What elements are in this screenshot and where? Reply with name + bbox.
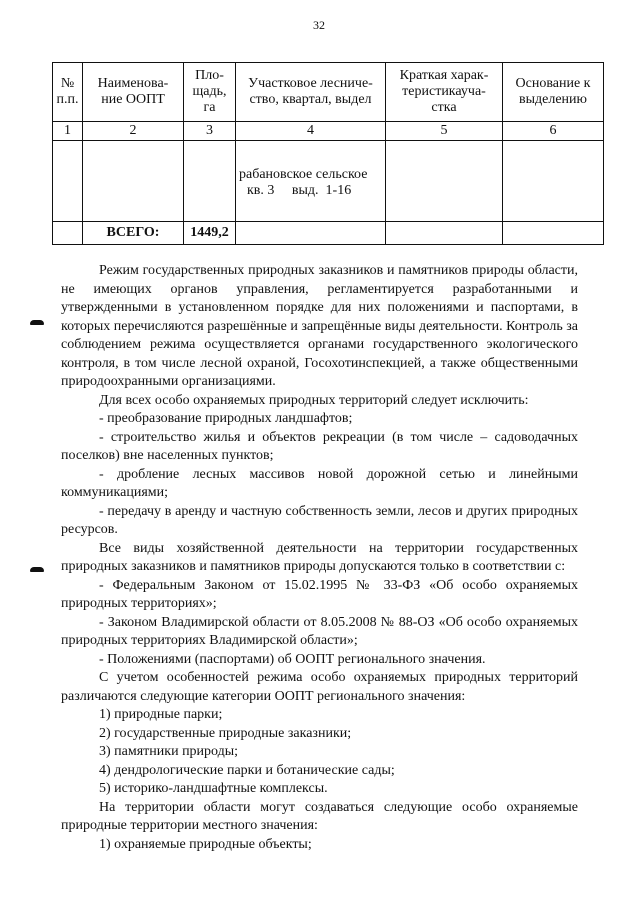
column-number: 4 bbox=[236, 122, 386, 141]
total-label: ВСЕГО: bbox=[83, 222, 184, 245]
page-number: 32 bbox=[313, 18, 325, 32]
list-item: 4) дендрологические парки и ботанические сады; bbox=[99, 762, 395, 778]
table-cell bbox=[53, 141, 83, 222]
table-cell bbox=[83, 141, 184, 222]
header-cell-area: Пло- щадь, га bbox=[184, 63, 236, 122]
header-cell-number: № п.п. bbox=[53, 63, 83, 122]
table-cell bbox=[503, 222, 604, 245]
table-header-row bbox=[53, 63, 604, 122]
paragraph: - Федеральным Законом от 15.02.1995 № 33-ФЗ «Об особо охраняемых природных территориях»; bbox=[61, 577, 578, 611]
paragraph: Режим государственных природных заказников и памятников природы области, не имеющих органов управления, регламентируется разработанными и утвержденными в установленном порядке для них положениями и паспортами, в которых перечисляются разрешённые и запрещённые виды деятельности. Контроль за соблюдением режима осуществляется органами государственного экологического контроля, в том числе лесной охраной, Госохотинспекцией, а также общественными природоохранными организациями. bbox=[61, 263, 578, 389]
paragraph: - передачу в аренду и частную собственность земли, лесов и других природных ресурсов. bbox=[61, 503, 578, 537]
list-item: 2) государственные природные заказники; bbox=[99, 725, 352, 741]
table-cell bbox=[184, 141, 236, 222]
table-cell bbox=[386, 141, 503, 222]
paragraph: - строительство жилья и объектов рекреации (в том числе – садоводачных поселков) вне населенных пунктов; bbox=[61, 429, 578, 463]
table-column-numbers-row bbox=[53, 122, 604, 141]
list-item: 1) природные парки; bbox=[99, 707, 223, 722]
header-cell-characteristic: Краткая харак- теристикауча- стка bbox=[386, 63, 503, 122]
column-number: 1 bbox=[53, 122, 83, 141]
column-number: 6 bbox=[503, 122, 604, 141]
paragraph: На территории области могут создаваться следующие особо охраняемые природные территории местного значения: bbox=[61, 799, 578, 833]
column-number: 2 bbox=[83, 122, 184, 141]
column-number: 3 bbox=[184, 122, 236, 141]
table-cell bbox=[236, 222, 386, 245]
paragraph: - преобразование природных ландшафтов; bbox=[99, 411, 353, 426]
punch-mark bbox=[30, 320, 44, 325]
paragraph: - Законом Владимирской области от 8.05.2008 № 88-ОЗ «Об особо охраняемых природных территориях Владимирской области»; bbox=[61, 614, 578, 648]
paragraph: - дробление лесных массивов новой дорожной сетью и линейными коммуникациями; bbox=[61, 466, 578, 500]
table-cell bbox=[386, 222, 503, 245]
punch-mark bbox=[30, 567, 44, 572]
table-row bbox=[53, 141, 604, 222]
paragraph: Все виды хозяйственной деятельности на территории государственных природных заказников и памятников природы допускаются только в соответствии с: bbox=[61, 540, 578, 574]
forestry-cell: рабановское сельское кв. 3 выд. 1-16 bbox=[236, 141, 386, 222]
column-number: 5 bbox=[386, 122, 503, 141]
list-item: 5) историко-ландшафтные комплексы. bbox=[99, 781, 328, 796]
paragraph: Для всех особо охраняемых природных территорий следует исключить: bbox=[99, 392, 529, 408]
header-cell-forestry: Участковое лесниче- ство, квартал, выдел bbox=[236, 63, 386, 122]
table-cell bbox=[503, 141, 604, 222]
list-item: 3) памятники природы; bbox=[99, 744, 239, 759]
list-item: 1) охраняемые природные объекты; bbox=[99, 836, 312, 852]
header-cell-name: Наименова- ние ООПТ bbox=[83, 63, 184, 122]
total-area: 1449,2 bbox=[184, 222, 236, 245]
paragraph: - Положениями (паспортами) об ООПТ регионального значения. bbox=[99, 651, 486, 667]
paragraph: С учетом особенностей режима особо охраняемых природных территорий различаются следующие категории ООПТ регионального значения: bbox=[61, 670, 578, 704]
oopt-table bbox=[52, 62, 604, 245]
table-total-row bbox=[53, 222, 604, 245]
table-cell bbox=[53, 222, 83, 245]
header-cell-basis: Основание к выделению bbox=[503, 63, 604, 122]
document-body bbox=[61, 262, 578, 854]
